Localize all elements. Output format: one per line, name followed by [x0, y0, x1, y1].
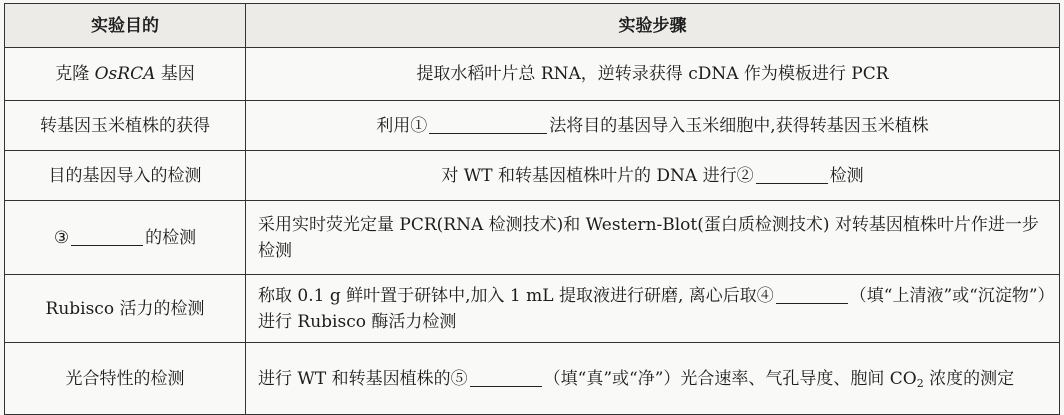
answer-blank-5 [470, 368, 542, 387]
purpose-cell: Rubisco 活力的检测 [5, 275, 246, 343]
step-text: 提取水稻叶片总 RNA，逆转录获得 cDNA 作为模板进行 PCR [416, 64, 889, 84]
table-row [5, 201, 1060, 275]
experiment-table [4, 3, 1060, 415]
step-text: 法将目的基因导入玉米细胞中,获得转基因玉米植株 [549, 115, 929, 136]
table-row [5, 101, 1060, 151]
purpose-text: 的检测 [145, 227, 197, 248]
step-cell [246, 275, 1060, 343]
table-row [5, 151, 1060, 201]
table-row [5, 343, 1060, 415]
purpose-text: 基因 [155, 64, 195, 84]
answer-blank-3 [71, 227, 143, 246]
purpose-text: 克隆 [55, 64, 95, 84]
step-cell [246, 343, 1060, 415]
step-text: 利用① [376, 115, 428, 136]
answer-blank-2 [756, 165, 828, 184]
purpose-cell: 目的基因导入的检测 [5, 151, 246, 201]
step-cell: 采用实时荧光定量 PCR(RNA 检测技术)和 Western-Blot(蛋白质检测技术) 对转基因植株叶片作进一步检测 [246, 201, 1060, 275]
step-cell [246, 151, 1060, 201]
step-cell [246, 101, 1060, 151]
step-text: 称取 0.1 g 鲜叶置于研钵中,加入 1 mL 提取液进行研磨, 离心后取④ [258, 285, 774, 306]
purpose-cell: 光合特性的检测 [5, 343, 246, 415]
step-text: 浓度的测定 [923, 368, 1015, 389]
step-text: 对 WT 和转基因植株叶片的 DNA 进行② [441, 165, 754, 186]
answer-blank-1 [429, 115, 547, 134]
subscript-2: 2 [916, 376, 924, 390]
purpose-cell: 转基因玉米植株的获得 [5, 101, 246, 151]
step-text: （填“上清液”或“沉淀物”）进行 Rubisco 酶活力检测 [258, 285, 1047, 332]
header-steps: 实验步骤 [246, 4, 1060, 48]
purpose-text: ③ [53, 227, 70, 248]
step-cell [246, 48, 1060, 101]
table-row [5, 48, 1060, 101]
table-row [5, 275, 1060, 343]
header-purpose: 实验目的 [5, 4, 246, 48]
header-row [5, 4, 1060, 48]
answer-blank-4 [776, 285, 848, 304]
step-text: 进行 WT 和转基因植株的⑤ [258, 368, 468, 389]
step-text: （填“真”或“净”）光合速率、气孔导度、胞间 CO [543, 368, 917, 389]
step-text: 检测 [829, 165, 864, 186]
gene-name: OsRCA [94, 64, 156, 84]
purpose-cell [5, 48, 246, 101]
purpose-cell [5, 201, 246, 275]
